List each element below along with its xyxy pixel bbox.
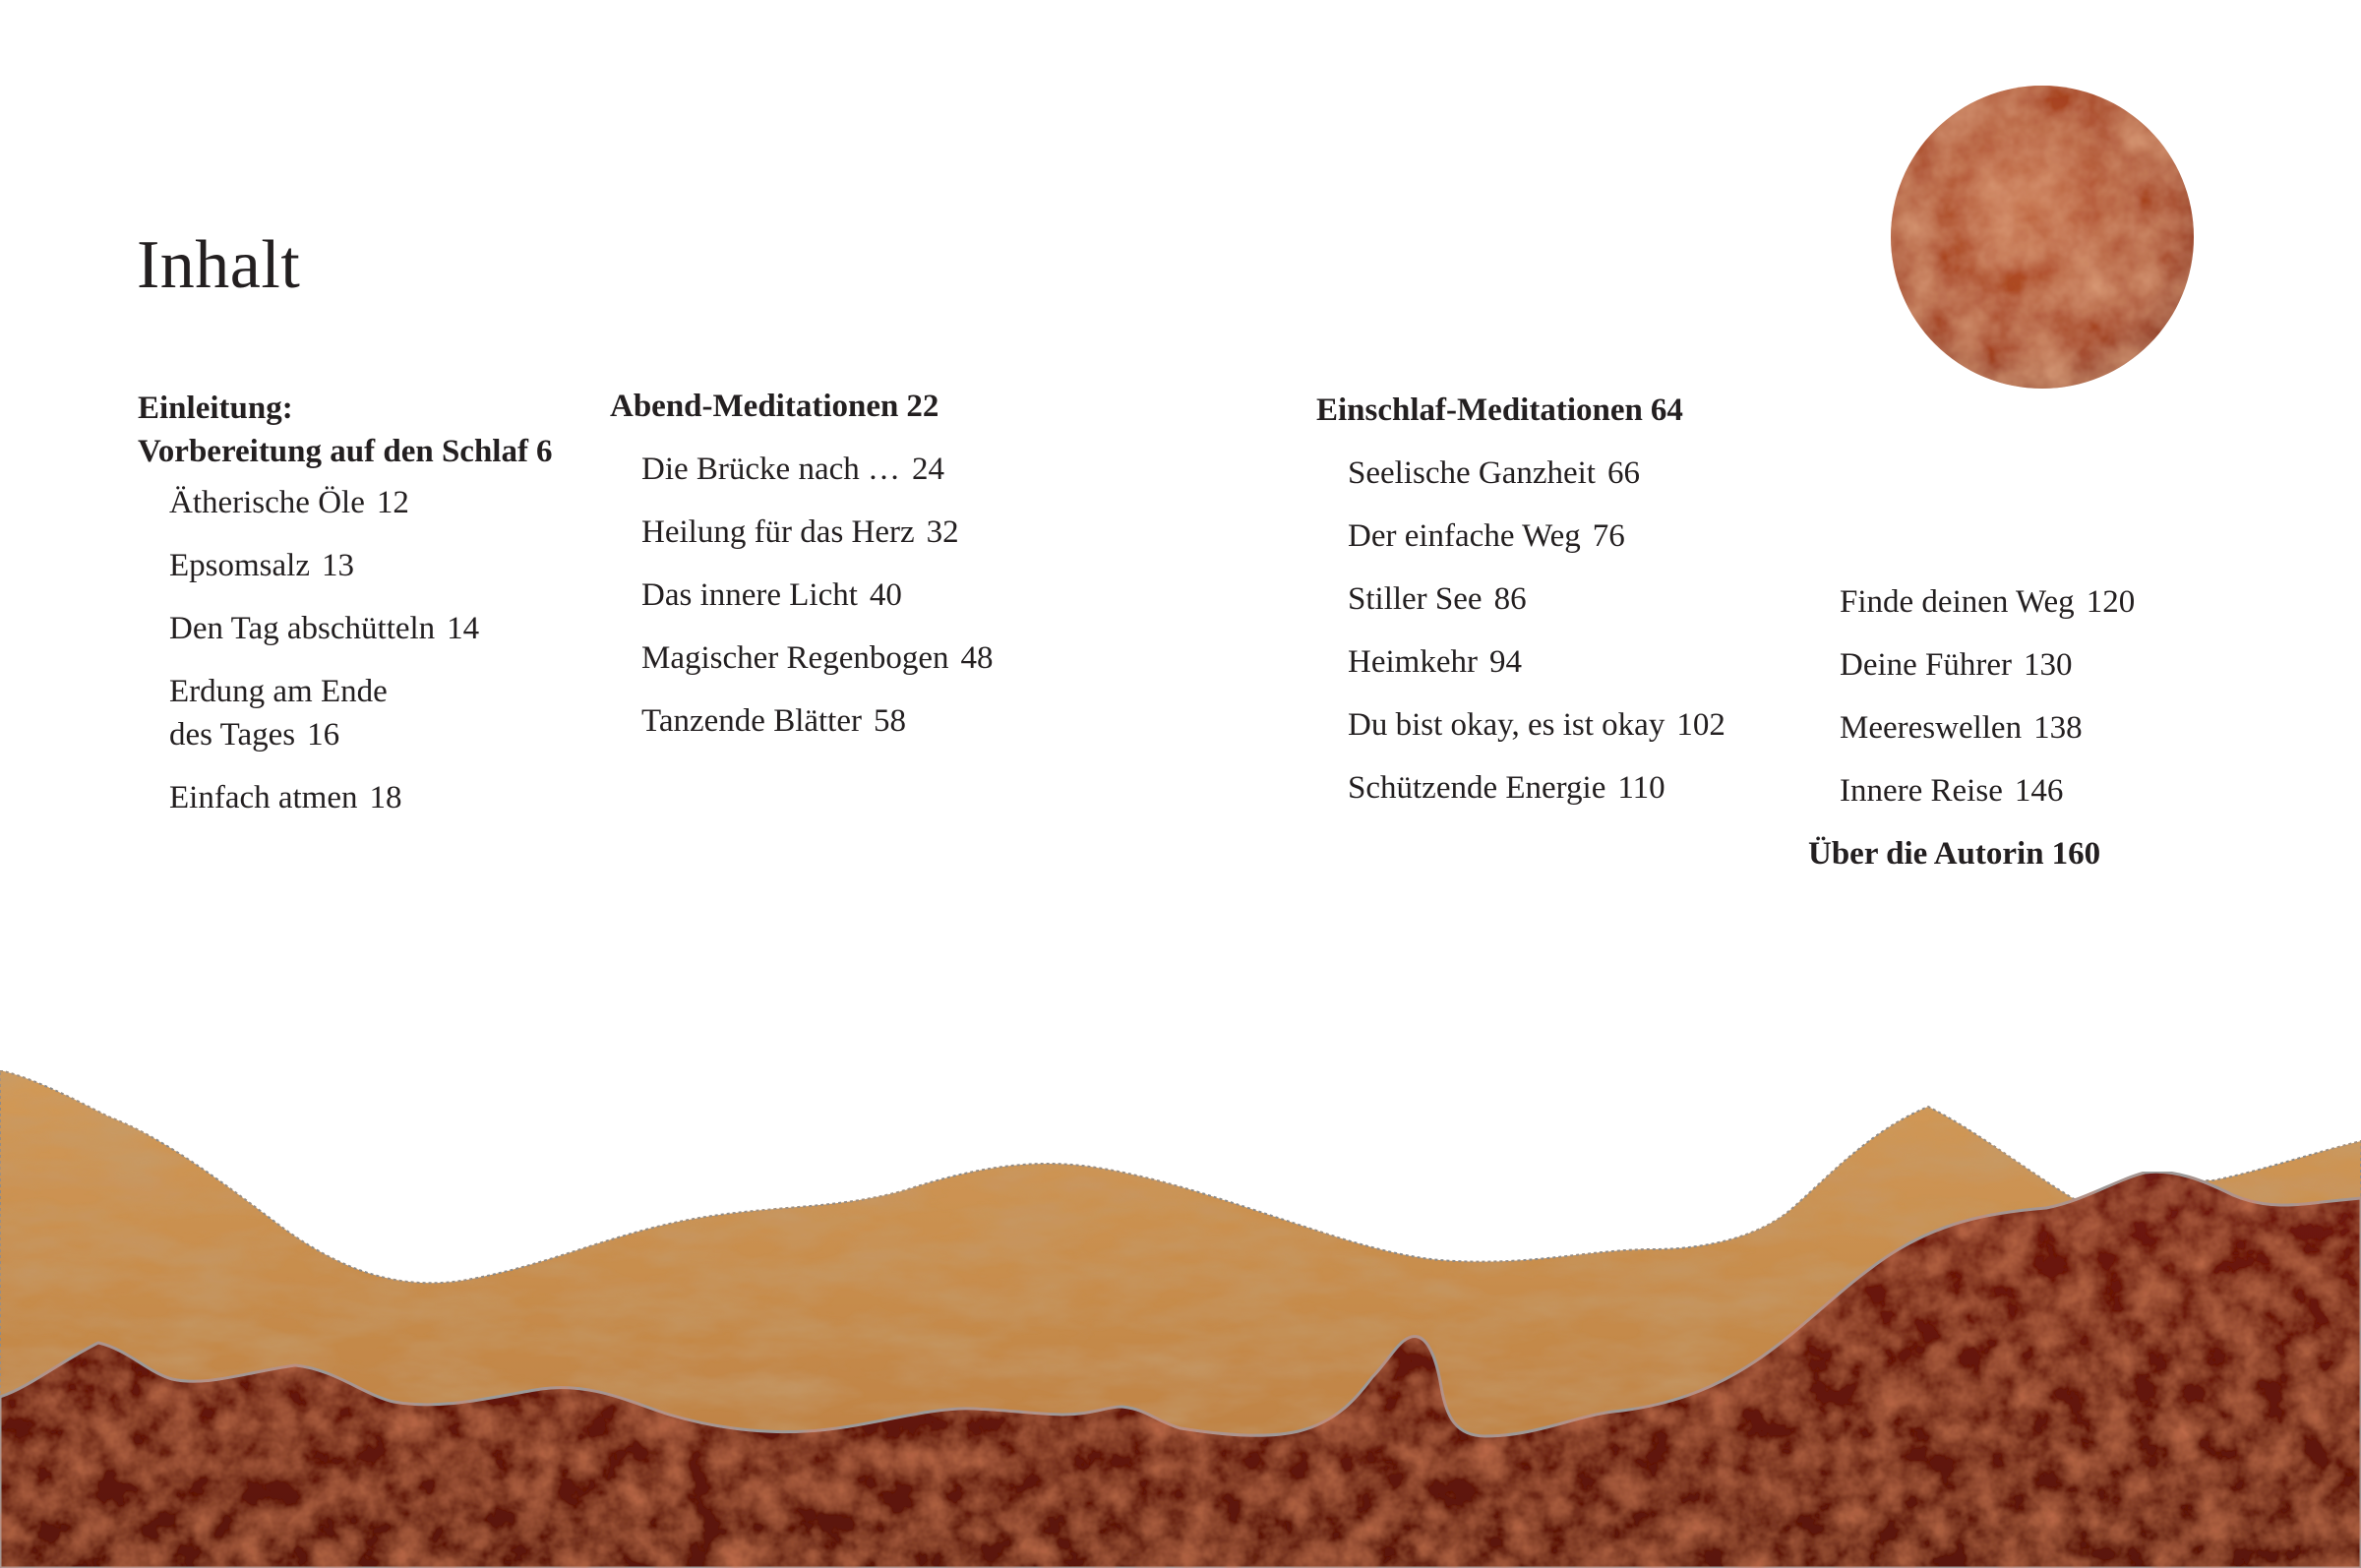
toc-page-number: 86 xyxy=(1493,581,1527,617)
toc-entry xyxy=(610,699,994,743)
toc-entry-title: Über die Autorin xyxy=(1808,836,2044,872)
toc-entry xyxy=(1808,706,2135,750)
toc-page-number: 138 xyxy=(2033,710,2083,746)
toc-entry xyxy=(1316,514,1725,558)
toc-entry-title: Die Brücke nach … xyxy=(641,452,900,487)
mountain-landscape-illustration xyxy=(0,1043,2361,1568)
toc-entry xyxy=(1808,580,2135,624)
toc-entry-title: Magischer Regenbogen xyxy=(641,640,949,676)
toc-entry xyxy=(138,544,552,587)
toc-entry-title: Das innere Licht xyxy=(641,577,858,613)
toc-page-number: 48 xyxy=(960,640,994,676)
toc-entry-title: Stiller See xyxy=(1348,581,1483,617)
toc-entry-title: Seelische Ganzheit xyxy=(1348,455,1596,491)
toc-page-number: 102 xyxy=(1676,707,1725,743)
toc-entry xyxy=(138,776,552,819)
toc-entry-title: Abend-Meditationen xyxy=(610,389,899,424)
toc-page-number: 24 xyxy=(912,452,944,487)
toc-entry-title: Schützende Energie xyxy=(1348,770,1606,806)
toc-page-number: 18 xyxy=(369,780,402,815)
toc-section-heading xyxy=(138,387,552,473)
toc-entry-title: Einfach atmen xyxy=(169,780,358,815)
toc-page-number: 32 xyxy=(926,514,959,550)
toc-entry xyxy=(610,636,994,680)
toc-page-number: 110 xyxy=(1617,770,1665,806)
toc-section-heading xyxy=(1808,832,2135,875)
toc-entry-title: Den Tag abschütteln xyxy=(169,611,436,646)
toc-entry-title: Erdung am Ende xyxy=(169,674,388,709)
toc-entry xyxy=(138,607,552,650)
toc-entry-title: des Tages xyxy=(169,717,296,753)
toc-entry-title: Epsomsalz xyxy=(169,548,310,583)
toc-entry-title: Tanzende Blätter xyxy=(641,703,862,739)
toc-column-2 xyxy=(610,385,994,762)
toc-page-number: 120 xyxy=(2086,584,2136,620)
toc-page-number: 16 xyxy=(307,717,340,753)
toc-entry-title: Einschlaf-Meditationen xyxy=(1316,392,1643,428)
toc-entry-title: Meereswellen xyxy=(1840,710,2023,746)
toc-entry-title: Der einfache Weg xyxy=(1348,518,1581,554)
toc-column-1 xyxy=(138,387,552,839)
toc-section-heading xyxy=(1316,389,1725,432)
toc-column-3 xyxy=(1316,389,1725,829)
toc-page-number: 14 xyxy=(447,611,480,646)
toc-page-number: 130 xyxy=(2024,647,2073,683)
toc-page-number: 160 xyxy=(2051,836,2101,872)
toc-entry-title: Heimkehr xyxy=(1348,644,1478,680)
toc-page-number: 66 xyxy=(1606,455,1640,491)
toc-entry xyxy=(1316,766,1725,810)
toc-entry xyxy=(1316,452,1725,495)
toc-entry xyxy=(138,670,552,756)
toc-page-number: 22 xyxy=(906,389,939,424)
toc-entry-title: Deine Führer xyxy=(1840,647,2013,683)
toc-page-number: 58 xyxy=(874,703,906,739)
toc-entry-title: Ätherische Öle xyxy=(169,485,365,520)
toc-entry xyxy=(1316,577,1725,621)
toc-page-number: 146 xyxy=(2014,773,2064,809)
toc-column-4 xyxy=(1808,580,2135,895)
toc-entry-title: Einleitung: xyxy=(138,391,293,426)
toc-page-number: 12 xyxy=(376,485,409,520)
toc-entry xyxy=(610,511,994,554)
toc-entry-title: Heilung für das Herz xyxy=(641,514,915,550)
toc-page-number: 94 xyxy=(1488,644,1522,680)
toc-page-number: 64 xyxy=(1650,392,1683,428)
toc-page-number: 13 xyxy=(321,548,354,583)
toc-entry xyxy=(1316,703,1725,747)
toc-page-number: 40 xyxy=(869,577,902,613)
toc-entry-title: Innere Reise xyxy=(1840,773,2003,809)
toc-section-heading xyxy=(610,385,994,428)
page-title: Inhalt xyxy=(137,227,301,303)
moon-illustration xyxy=(1889,84,2196,391)
toc-entry xyxy=(1808,769,2135,813)
toc-entry-title: Vorbereitung auf den Schlaf xyxy=(138,434,528,469)
toc-page-number: 6 xyxy=(535,434,553,469)
toc-entry-title: Du bist okay, es ist okay xyxy=(1348,707,1665,743)
toc-entry xyxy=(1316,640,1725,684)
toc-page-number: 76 xyxy=(1592,518,1625,554)
toc-entry xyxy=(138,481,552,524)
toc-entry xyxy=(1808,643,2135,687)
toc-entry-title: Finde deinen Weg xyxy=(1840,584,2075,620)
toc-entry xyxy=(610,448,994,491)
toc-entry xyxy=(610,573,994,617)
